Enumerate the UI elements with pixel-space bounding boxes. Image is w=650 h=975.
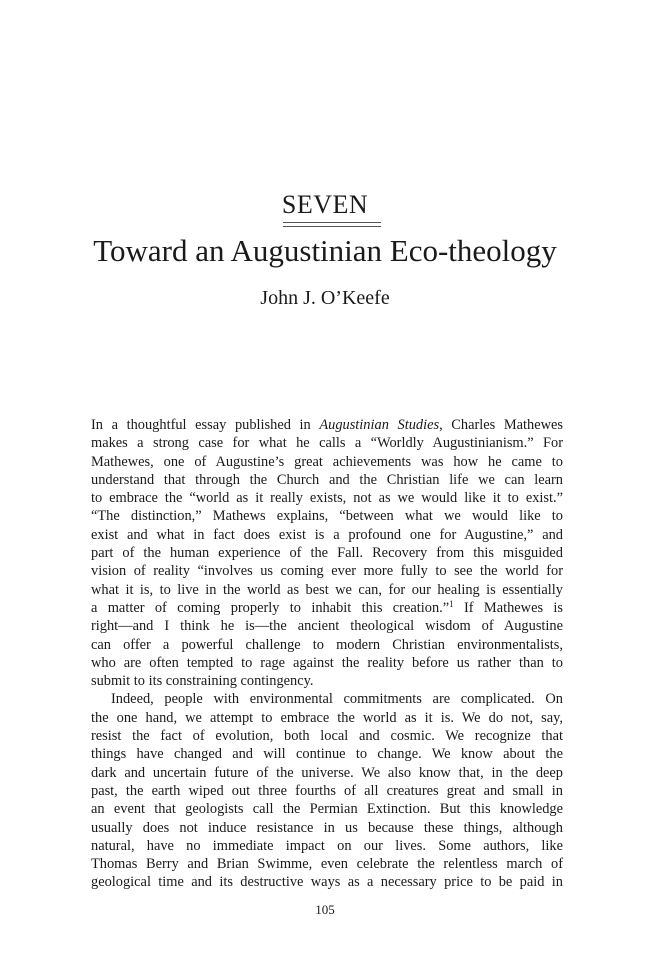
text-line: Mathewes, one of Augustine’s great achievements was how he came to [91,453,563,470]
footnote-marker: 1 [449,598,454,609]
chapter-author: John J. O’Keefe [260,287,390,309]
text-line: the one hand, we attempt to embrace the world as it is. We do not, say, [91,709,563,726]
text-line: resist the fact of evolution, both local and cosmic. We recognize that [91,728,563,745]
chapter-number: SEVEN [281,190,369,219]
text-line: Thomas Berry and Brian Swimme, even celebrate the relentless march of [91,856,563,873]
text-line: Indeed, people with environmental commitments are complicated. On [111,691,563,708]
chapter-title: Toward an Augustinian Eco-theology [93,233,557,268]
text-line: can offer a powerful challenge to modern Christian environmentalists, [91,636,563,653]
text-line: what it is, to live in the world as best we can, for our healing is essentially [91,581,563,598]
text-line: exist and what in fact does exist is a profound one for Augustine,” and [91,526,563,543]
text-line: to embrace the “world as it really exists, not as we would like it to exist.” [91,490,563,507]
text-line: past, the earth wiped out three fourths of all creatures great and small in [91,782,563,799]
text-line: a matter of coming properly to inhabit this creation.”$^1$ If Mathewes is [91,598,563,616]
body-text [91,416,563,892]
page-number: 105 [315,902,335,917]
text-line: who are often tempted to rage against the reality before us rather than to [91,654,563,671]
chapter-number-rule-bottom [283,226,381,227]
text-line: dark and uncertain future of the universe. We also know that, in the deep [91,764,563,781]
text-line: right—and I think he is—the ancient theological wisdom of Augustine [91,618,563,635]
text-line: usually does not induce resistance in us because these things, although [91,819,563,836]
chapter-number-rule-top [283,222,381,223]
text-line: vision of reality “involves us coming ever more fully to see the world for [91,563,563,580]
journal-title: Augustinian Studies [319,417,440,433]
text-line: makes a strong case for what he calls a “Worldly Augustinianism.” For [91,435,563,452]
paragraph-1 [91,416,563,690]
text-line: geological time and its destructive ways as a necessary price to be paid in [91,874,563,891]
paragraph-2 [91,690,563,891]
text-line: submit to its constraining contingency. [91,673,314,690]
text-line: part of the human experience of the Fall. Recovery from this misguided [91,545,563,562]
text-line: In a thoughtful essay published in Augustinian Studies, Charles Mathewes [91,417,563,433]
text-line: understand that through the Church and the Christian life we can learn [91,471,563,488]
text-line: an event that geologists call the Permian Extinction. But this knowledge [91,801,563,818]
text-line: natural, have no immediate impact on our lives. Some authors, like [91,837,563,854]
text-line: “The distinction,” Mathews explains, “between what we would like to [91,508,563,525]
text-line: things have changed and will continue to change. We know about the [91,746,563,763]
